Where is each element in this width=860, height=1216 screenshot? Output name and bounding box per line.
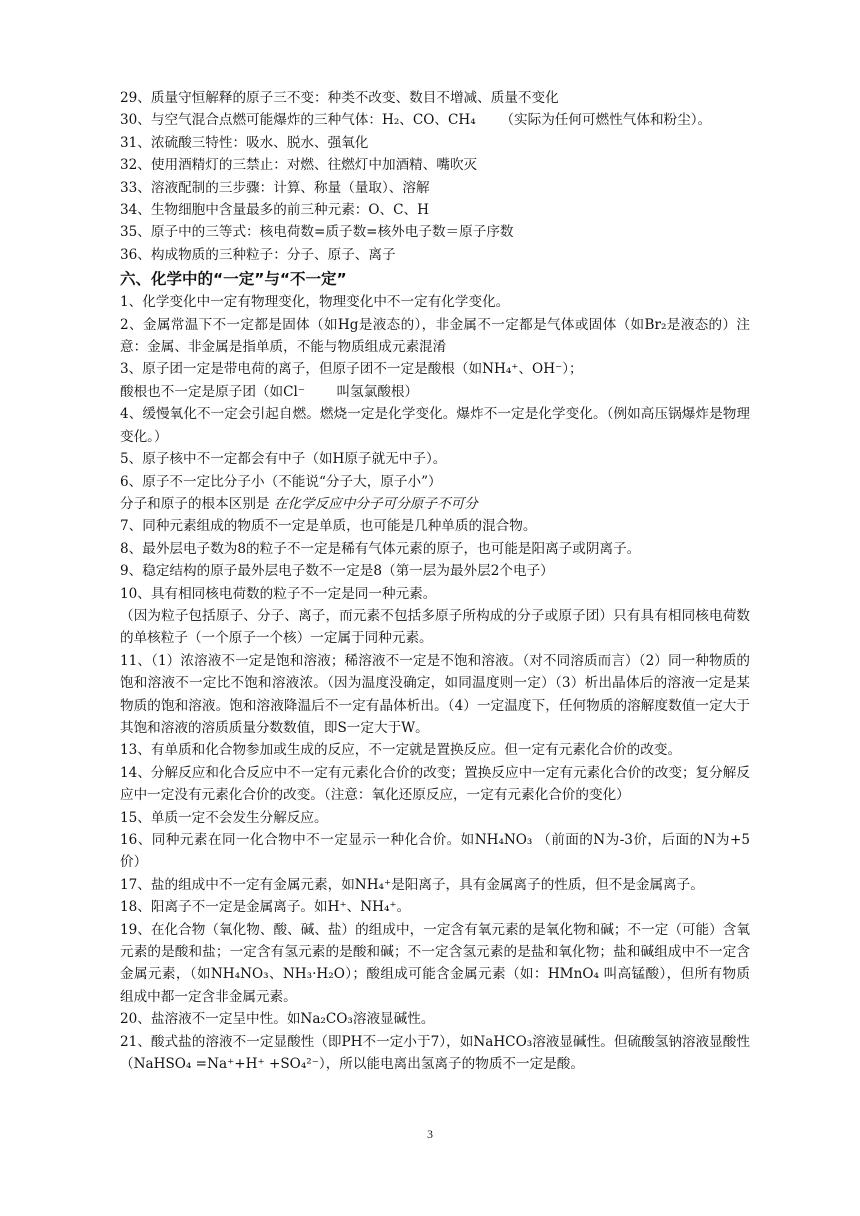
item-7: 7、同种元素组成的物质不一定是单质，也可能是几种单质的混合物。 [120,518,537,535]
item-13: 13、有单质和化合物参加或生成的反应，不一定就是置换反应。但一定有元素化合价的改变。 [120,742,682,759]
item-6-note [120,493,750,515]
item-11: 11、（1）浓溶液不一定是饱和溶液；稀溶液不一定是不饱和溶液。（对不同溶质而言）（2）同一种物质的饱和溶液不一定比不饱和溶液浓。（因为温度没确定，如同温度则一定）（3）析出晶体后的溶液一定是某物质的饱和溶液。饱和溶液降温后不一定有晶体析出。（4）一定温度下，任何物质的溶解度数值一定大于其饱和溶液的溶质质量分数数值，即S一定大于W。 [120,652,750,736]
line-35: 35、原子中的三等式：核电荷数=质子数=核外电子数＝原子序数 [120,224,514,241]
item-10: 10、具有相同核电荷数的粒子不一定是同一种元素。 [120,585,437,602]
item-10-note: （因为粒子包括原子、分子、离子，而元素不包括多原子所构成的分子或原子团）只有具有相同核电荷数的单核粒子（一个原子一个核）一定属于同种元素。 [120,607,750,647]
line-29: 29、质量守恒解释的原子三不变：种类不改变、数目不增减、质量不变化 [120,90,559,106]
item-15: 15、单质一定不会发生分解反应。 [120,809,328,826]
item-18: 18、阳离子不一定是金属离子。如H⁺、NH₄⁺。 [120,899,411,916]
item-3-cont: 酸根也不一定是原子团（如Cl⁻ 叫氢氯酸根） [120,383,419,400]
item-17: 17、盐的组成中不一定有金属元素，如NH₄⁺是阳离子，具有金属离子的性质，但不是金属离子。 [120,876,704,893]
page-number: 3 [427,1127,433,1141]
item-1: 1、化学变化中一定有物理变化，物理变化中不一定有化学变化。 [120,294,510,311]
line-30: 30、与空气混合点燃可能爆炸的三种气体：H₂、CO、CH₄ （实际为任何可燃性气体和粉尘）。 [120,112,712,129]
item-5: 5、原子核中不一定都会有中子（如H原子就无中子）。 [120,451,447,468]
item-19: 19、在化合物（氧化物、酸、碱、盐）的组成中，一定含有氧元素的是氧化物和碱；不一定（可能）含氧元素的是酸和盐；一定含有氢元素的是酸和碱；不一定含氢元素的是盐和氧化物；盐和碱组成中不一定含金属元素，（如NH₄NO₃、NH₃·H₂O）；酸组成可能含金属元素（如：HMnO₄ 叫高锰酸），但所有物质组成中都一定含非金属元素。 [120,921,750,1005]
item-3: 3、原子团一定是带电荷的离子，但原子团不一定是酸根（如NH₄⁺、OH⁻）； [120,361,583,378]
item-9: 9、稳定结构的原子最外层电子数不一定是8（第一层为最外层2个电子） [120,563,554,580]
line-33: 33、溶液配制的三步骤：计算、称量（量取）、溶解 [120,179,430,196]
page-content [120,87,750,1075]
note-prefix: 分子和原子的根本区别是 [120,495,274,512]
line-31: 31、浓硫酸三特性：吸水、脱水、强氧化 [120,134,369,151]
item-21: 21、酸式盐的溶液不一定显酸性（即PH不一定小于7），如NaHCO₃溶液显碱性。但硫酸氢钠溶液显酸性（NaHSO₄ =Na⁺+H⁺ +SO₄²⁻），所以能电离出氢离子的物质不一定是酸。 [120,1033,750,1073]
item-6: 6、原子不一定比分子小（不能说“分子大，原子小”） [120,473,442,490]
item-8: 8、最外层电子数为8的粒子不一定是稀有气体元素的原子，也可能是阳离子或阴离子。 [120,540,641,557]
section-heading: 六、化学中的“一定”与“不一定” [120,270,347,289]
line-36: 36、构成物质的三种粒子：分子、原子、离子 [120,246,396,263]
item-16: 16、同种元素在同一化合物中不一定显示一种化合价。如NH₄NO₃ （前面的N为-3价，后面的N为+5价） [120,832,750,871]
item-20: 20、盐溶液不一定呈中性。如Na₂CO₃溶液显碱性。 [120,1011,435,1028]
note-italic: 在化学反应中分子可分原子不可分 [273,495,478,512]
item-4: 4、缓慢氧化不一定会引起自燃。燃烧一定是化学变化。爆炸不一定是化学变化。（例如高压锅爆炸是物理变化。） [120,406,750,445]
line-32: 32、使用酒精灯的三禁止：对燃、往燃灯中加酒精、嘴吹灭 [120,157,478,174]
line-34: 34、生物细胞中含量最多的前三种元素：O、C、H [120,202,429,219]
item-2: 2、金属常温下不一定都是固体（如Hg是液态的），非金属不一定都是气体或固体（如Br₂是液态的）注意：金属、非金属是指单质，不能与物质组成元素混淆 [120,316,750,356]
item-14: 14、分解反应和化合反应中不一定有元素化合价的改变；置换反应中一定有元素化合价的改变；复分解反应中一定没有元素化合价的改变。（注意：氧化还原反应，一定有元素化合价的变化） [120,764,750,804]
